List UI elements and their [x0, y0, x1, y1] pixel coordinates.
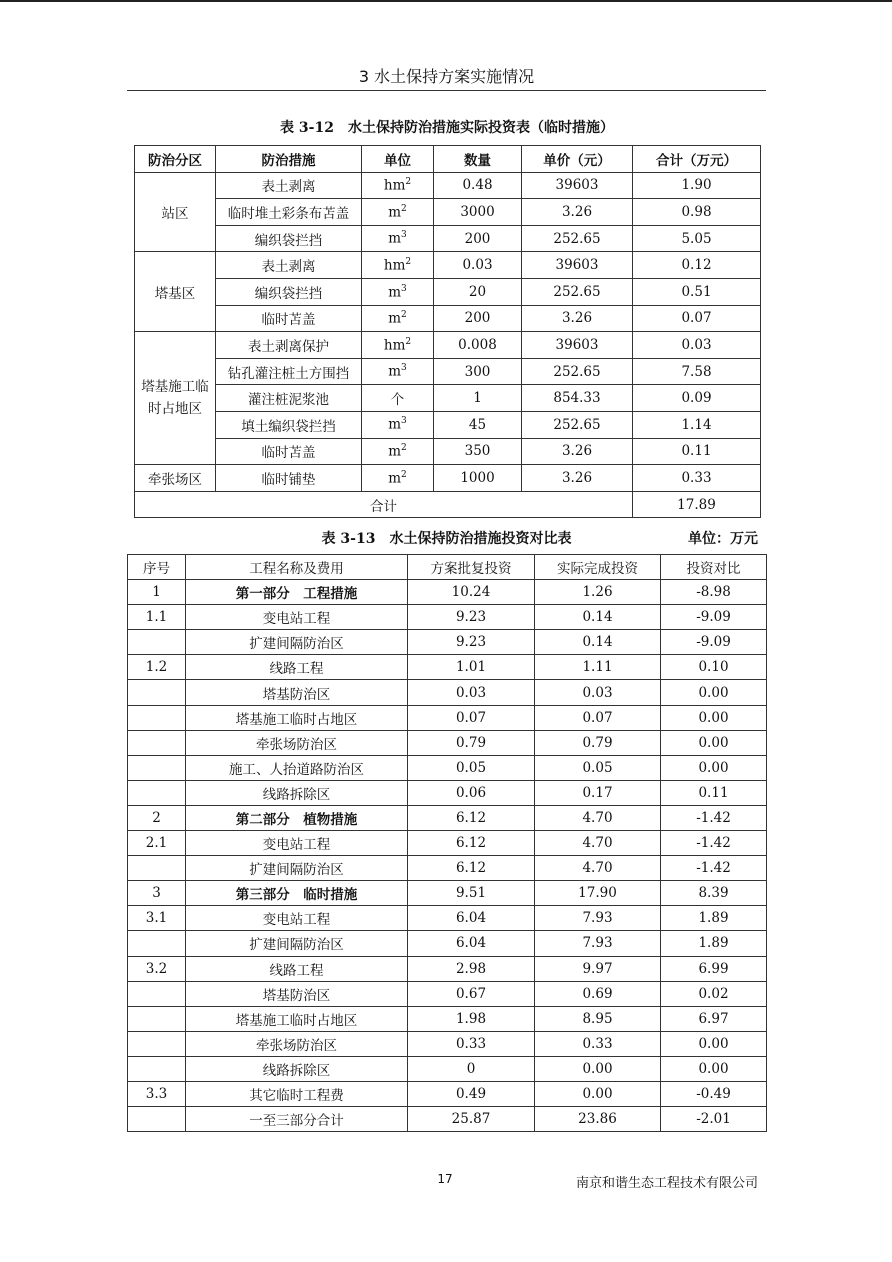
measure-cell: 表土剥离	[216, 252, 362, 279]
quantity-cell: 200	[434, 305, 522, 332]
approved-investment-cell: 1.01	[408, 655, 535, 680]
actual-investment-cell: 0.03	[535, 680, 661, 705]
table2-col-header: 工程名称及费用	[186, 555, 408, 580]
unit-price-cell: 854.33	[522, 385, 633, 412]
unit-cell	[362, 358, 434, 385]
actual-investment-cell: 1.11	[535, 655, 661, 680]
approved-investment-cell: 2.98	[408, 956, 535, 981]
investment-difference-cell: -8.98	[661, 580, 767, 605]
page-number: 17	[437, 1172, 453, 1186]
table1-col-header: 防治分区	[135, 146, 216, 173]
quantity-cell: 45	[434, 411, 522, 438]
serial-number-cell	[128, 1056, 186, 1081]
total-cell: 0.12	[633, 252, 761, 279]
unit-base: m	[388, 204, 402, 221]
table-row	[128, 630, 767, 655]
table-row	[135, 411, 761, 438]
table-row	[135, 465, 761, 492]
table2-col-header: 实际完成投资	[535, 555, 661, 580]
actual-investment-cell: 4.70	[535, 805, 661, 830]
unit-exponent: 2	[401, 469, 407, 480]
table1-col-header: 防治措施	[216, 146, 362, 173]
table-row	[135, 305, 761, 332]
serial-number-cell	[128, 730, 186, 755]
unit-exponent: 3	[401, 283, 407, 294]
unit-cell	[362, 411, 434, 438]
total-label-cell: 合计	[135, 491, 633, 518]
approved-investment-cell: 6.12	[408, 856, 535, 881]
table-row	[135, 358, 761, 385]
company-name: 南京和谐生态工程技术有限公司	[575, 1176, 758, 1191]
approved-investment-cell: 6.04	[408, 931, 535, 956]
table-row	[128, 780, 767, 805]
table-row	[128, 931, 767, 956]
project-name-cell: 变电站工程	[186, 831, 408, 856]
serial-number-cell: 3.2	[128, 956, 186, 981]
table-row	[128, 655, 767, 680]
approved-investment-cell: 0.07	[408, 705, 535, 730]
table2-col-header: 方案批复投资	[408, 555, 535, 580]
unit-price-cell: 252.65	[522, 278, 633, 305]
actual-investment-cell: 1.26	[535, 580, 661, 605]
actual-investment-cell: 4.70	[535, 831, 661, 856]
approved-investment-cell: 9.51	[408, 881, 535, 906]
table-row	[128, 1056, 767, 1081]
project-name-cell: 第一部分 工程措施	[186, 580, 408, 605]
measure-cell: 临时堆土彩条布苫盖	[216, 199, 362, 226]
investment-difference-cell: -9.09	[661, 630, 767, 655]
table2-caption: 表 3-13 水土保持防治措施投资对比表	[321, 531, 572, 547]
quantity-cell: 20	[434, 278, 522, 305]
serial-number-cell	[128, 1031, 186, 1056]
unit-base: m	[388, 416, 402, 433]
table2-col-header: 序号	[128, 555, 186, 580]
quantity-cell: 0.008	[434, 332, 522, 359]
measure-cell: 临时苫盖	[216, 438, 362, 465]
approved-investment-cell: 1.98	[408, 1006, 535, 1031]
approved-investment-cell: 9.23	[408, 605, 535, 630]
table-row	[128, 881, 767, 906]
table-row	[135, 332, 761, 359]
approved-investment-cell: 0.79	[408, 730, 535, 755]
measure-cell: 填土编织袋拦挡	[216, 411, 362, 438]
project-name-cell: 变电站工程	[186, 605, 408, 630]
project-name-cell: 第二部分 植物措施	[186, 805, 408, 830]
table2-caption-row	[127, 528, 766, 546]
project-name-cell: 塔基施工临时占地区	[186, 1006, 408, 1031]
actual-investment-cell: 0.00	[535, 1056, 661, 1081]
serial-number-cell	[128, 680, 186, 705]
measure-cell: 表土剥离	[216, 172, 362, 199]
unit-cell	[362, 465, 434, 492]
unit-exponent: 2	[405, 256, 412, 267]
serial-number-cell: 1.1	[128, 605, 186, 630]
total-cell: 0.98	[633, 199, 761, 226]
table-row	[135, 172, 761, 199]
unit-price-cell: 252.65	[522, 411, 633, 438]
unit-base: hm	[383, 337, 406, 354]
header-rule	[127, 90, 766, 91]
table-row	[135, 385, 761, 412]
investment-difference-cell: 0.11	[661, 780, 767, 805]
unit-price-cell: 39603	[522, 252, 633, 279]
unit-price-cell: 3.26	[522, 465, 633, 492]
unit-cell	[362, 225, 434, 252]
total-cell: 0.51	[633, 278, 761, 305]
actual-investment-cell: 7.93	[535, 931, 661, 956]
investment-difference-cell: -1.42	[661, 805, 767, 830]
table-row	[128, 580, 767, 605]
table-row	[135, 278, 761, 305]
unit-cell	[362, 278, 434, 305]
table-row	[128, 856, 767, 881]
unit-exponent: 2	[401, 310, 407, 321]
unit-price-cell: 39603	[522, 172, 633, 199]
top-border-line	[0, 0, 892, 2]
unit-price-cell: 3.26	[522, 438, 633, 465]
measure-cell: 表土剥离保护	[216, 332, 362, 359]
table-row	[135, 438, 761, 465]
investment-difference-cell: 0.00	[661, 730, 767, 755]
project-name-cell: 变电站工程	[186, 906, 408, 931]
project-name-cell: 线路拆除区	[186, 780, 408, 805]
total-cell: 0.11	[633, 438, 761, 465]
investment-difference-cell: -1.42	[661, 856, 767, 881]
quantity-cell: 3000	[434, 199, 522, 226]
table-row	[128, 755, 767, 780]
unit-cell	[362, 199, 434, 226]
project-name-cell: 第三部分 临时措施	[186, 881, 408, 906]
investment-difference-cell: 0.00	[661, 1056, 767, 1081]
serial-number-cell	[128, 780, 186, 805]
investment-difference-cell: 0.00	[661, 705, 767, 730]
project-name-cell: 牵张场防治区	[186, 1031, 408, 1056]
investment-difference-cell: 1.89	[661, 906, 767, 931]
zone-cell: 塔基施工临时占地区	[135, 332, 216, 465]
actual-investment-cell: 0.07	[535, 705, 661, 730]
approved-investment-cell: 0.67	[408, 981, 535, 1006]
unit-cell	[362, 332, 434, 359]
unit-base: m	[388, 230, 402, 247]
measure-cell: 钻孔灌注桩土方围挡	[216, 358, 362, 385]
approved-investment-cell: 9.23	[408, 630, 535, 655]
actual-investment-cell: 0.17	[535, 780, 661, 805]
actual-investment-cell: 0.14	[535, 630, 661, 655]
quantity-cell: 1	[434, 385, 522, 412]
project-name-cell: 扩建间隔防治区	[186, 630, 408, 655]
investment-difference-cell: -9.09	[661, 605, 767, 630]
unit-exponent: 2	[401, 443, 407, 454]
unit-exponent: 2	[405, 177, 412, 188]
measure-cell: 编织袋拦挡	[216, 278, 362, 305]
table-row	[128, 805, 767, 830]
approved-investment-cell: 10.24	[408, 580, 535, 605]
total-cell: 1.90	[633, 172, 761, 199]
serial-number-cell: 1	[128, 580, 186, 605]
total-value-cell: 17.89	[633, 491, 761, 518]
unit-cell	[362, 252, 434, 279]
actual-investment-cell: 0.79	[535, 730, 661, 755]
measure-cell: 临时铺垫	[216, 465, 362, 492]
table-row	[135, 252, 761, 279]
table-row	[128, 906, 767, 931]
project-name-cell: 施工、人抬道路防治区	[186, 755, 408, 780]
actual-investment-cell: 0.05	[535, 755, 661, 780]
unit-price-cell: 252.65	[522, 358, 633, 385]
approved-investment-cell: 6.12	[408, 805, 535, 830]
unit-cell	[362, 305, 434, 332]
serial-number-cell: 3.3	[128, 1081, 186, 1106]
measure-cell: 灌注桩泥浆池	[216, 385, 362, 412]
project-name-cell: 扩建间隔防治区	[186, 931, 408, 956]
table-row	[128, 1081, 767, 1106]
investment-difference-cell: 0.00	[661, 755, 767, 780]
unit-exponent: 2	[405, 336, 412, 347]
unit-exponent: 3	[401, 363, 407, 374]
quantity-cell: 200	[434, 225, 522, 252]
table1-investment-temporary-measures	[134, 145, 761, 518]
investment-difference-cell: 0.00	[661, 680, 767, 705]
measure-cell: 临时苫盖	[216, 305, 362, 332]
serial-number-cell	[128, 705, 186, 730]
table-row	[128, 705, 767, 730]
actual-investment-cell: 7.93	[535, 906, 661, 931]
serial-number-cell	[128, 856, 186, 881]
table2-body	[128, 580, 767, 1132]
zone-cell: 牵张场区	[135, 465, 216, 492]
unit-base: m	[388, 443, 402, 460]
unit-price-cell: 252.65	[522, 225, 633, 252]
zone-cell: 站区	[135, 172, 216, 252]
actual-investment-cell: 23.86	[535, 1107, 661, 1132]
unit-price-cell: 39603	[522, 332, 633, 359]
table-row	[128, 680, 767, 705]
unit-base: m	[388, 363, 402, 380]
project-name-cell: 塔基防治区	[186, 981, 408, 1006]
investment-difference-cell: -2.01	[661, 1107, 767, 1132]
table2-unit-label: 单位：万元	[688, 531, 758, 547]
table1-caption: 表 3-12 水土保持防治措施实际投资表（临时措施）	[280, 120, 614, 136]
investment-difference-cell: -0.49	[661, 1081, 767, 1106]
table-row	[135, 225, 761, 252]
table1-col-header: 单位	[362, 146, 434, 173]
unit-price-cell: 3.26	[522, 305, 633, 332]
unit-price-cell: 3.26	[522, 199, 633, 226]
actual-investment-cell: 0.69	[535, 981, 661, 1006]
investment-difference-cell: 6.97	[661, 1006, 767, 1031]
total-cell: 1.14	[633, 411, 761, 438]
table-row	[135, 199, 761, 226]
unit-exponent: 2	[401, 203, 407, 214]
table1-col-header: 合计（万元）	[633, 146, 761, 173]
table-row	[128, 1006, 767, 1031]
table-row	[128, 831, 767, 856]
investment-difference-cell: 0.02	[661, 981, 767, 1006]
unit-base: m	[388, 284, 402, 301]
actual-investment-cell: 0.00	[535, 1081, 661, 1106]
project-name-cell: 牵张场防治区	[186, 730, 408, 755]
serial-number-cell	[128, 630, 186, 655]
unit-cell	[362, 385, 434, 412]
total-cell: 0.33	[633, 465, 761, 492]
project-name-cell: 塔基施工临时占地区	[186, 705, 408, 730]
actual-investment-cell: 0.14	[535, 605, 661, 630]
unit-base: 个	[390, 392, 405, 409]
table-row	[128, 956, 767, 981]
investment-difference-cell: 0.10	[661, 655, 767, 680]
unit-base: hm	[383, 177, 406, 194]
table-row	[128, 605, 767, 630]
serial-number-cell: 3	[128, 881, 186, 906]
serial-number-cell: 3.1	[128, 906, 186, 931]
actual-investment-cell: 4.70	[535, 856, 661, 881]
actual-investment-cell: 0.33	[535, 1031, 661, 1056]
approved-investment-cell: 0.05	[408, 755, 535, 780]
total-cell: 7.58	[633, 358, 761, 385]
project-name-cell: 塔基防治区	[186, 680, 408, 705]
serial-number-cell: 2.1	[128, 831, 186, 856]
total-cell: 5.05	[633, 225, 761, 252]
quantity-cell: 0.03	[434, 252, 522, 279]
approved-investment-cell: 0.33	[408, 1031, 535, 1056]
table-row	[128, 1107, 767, 1132]
unit-base: m	[388, 310, 402, 327]
actual-investment-cell: 17.90	[535, 881, 661, 906]
investment-difference-cell: 6.99	[661, 956, 767, 981]
table1-header-row	[135, 146, 761, 173]
approved-investment-cell: 0.49	[408, 1081, 535, 1106]
approved-investment-cell: 0.03	[408, 680, 535, 705]
serial-number-cell: 2	[128, 805, 186, 830]
unit-base: hm	[383, 257, 406, 274]
unit-cell	[362, 438, 434, 465]
project-name-cell: 扩建间隔防治区	[186, 856, 408, 881]
project-name-cell: 一至三部分合计	[186, 1107, 408, 1132]
unit-exponent: 3	[401, 230, 407, 241]
unit-base: m	[388, 470, 402, 487]
total-cell: 0.07	[633, 305, 761, 332]
approved-investment-cell: 0.06	[408, 780, 535, 805]
approved-investment-cell: 6.04	[408, 906, 535, 931]
quantity-cell: 300	[434, 358, 522, 385]
total-cell: 0.09	[633, 385, 761, 412]
table-row	[128, 1031, 767, 1056]
serial-number-cell	[128, 1107, 186, 1132]
quantity-cell: 0.48	[434, 172, 522, 199]
approved-investment-cell: 25.87	[408, 1107, 535, 1132]
table2-col-header: 投资对比	[661, 555, 767, 580]
table1-col-header: 单价（元）	[522, 146, 633, 173]
project-name-cell: 线路工程	[186, 956, 408, 981]
approved-investment-cell: 0	[408, 1056, 535, 1081]
table2-investment-comparison	[127, 554, 767, 1132]
approved-investment-cell: 6.12	[408, 831, 535, 856]
quantity-cell: 350	[434, 438, 522, 465]
actual-investment-cell: 9.97	[535, 956, 661, 981]
quantity-cell: 1000	[434, 465, 522, 492]
total-cell: 0.03	[633, 332, 761, 359]
actual-investment-cell: 8.95	[535, 1006, 661, 1031]
serial-number-cell	[128, 1006, 186, 1031]
measure-cell: 编织袋拦挡	[216, 225, 362, 252]
table1-col-header: 数量	[434, 146, 522, 173]
project-name-cell: 线路工程	[186, 655, 408, 680]
table-row	[128, 981, 767, 1006]
table2-header-row	[128, 555, 767, 580]
project-name-cell: 其它临时工程费	[186, 1081, 408, 1106]
investment-difference-cell: 1.89	[661, 931, 767, 956]
serial-number-cell	[128, 931, 186, 956]
page-header-title: 3 水土保持方案实施情况	[358, 67, 535, 86]
zone-cell: 塔基区	[135, 252, 216, 332]
table1-body	[135, 172, 761, 518]
serial-number-cell	[128, 755, 186, 780]
investment-difference-cell: 0.00	[661, 1031, 767, 1056]
investment-difference-cell: -1.42	[661, 831, 767, 856]
project-name-cell: 线路拆除区	[186, 1056, 408, 1081]
investment-difference-cell: 8.39	[661, 881, 767, 906]
unit-cell	[362, 172, 434, 199]
serial-number-cell: 1.2	[128, 655, 186, 680]
unit-exponent: 3	[401, 416, 407, 427]
table1-total-row	[135, 491, 761, 518]
serial-number-cell	[128, 981, 186, 1006]
table-row	[128, 730, 767, 755]
